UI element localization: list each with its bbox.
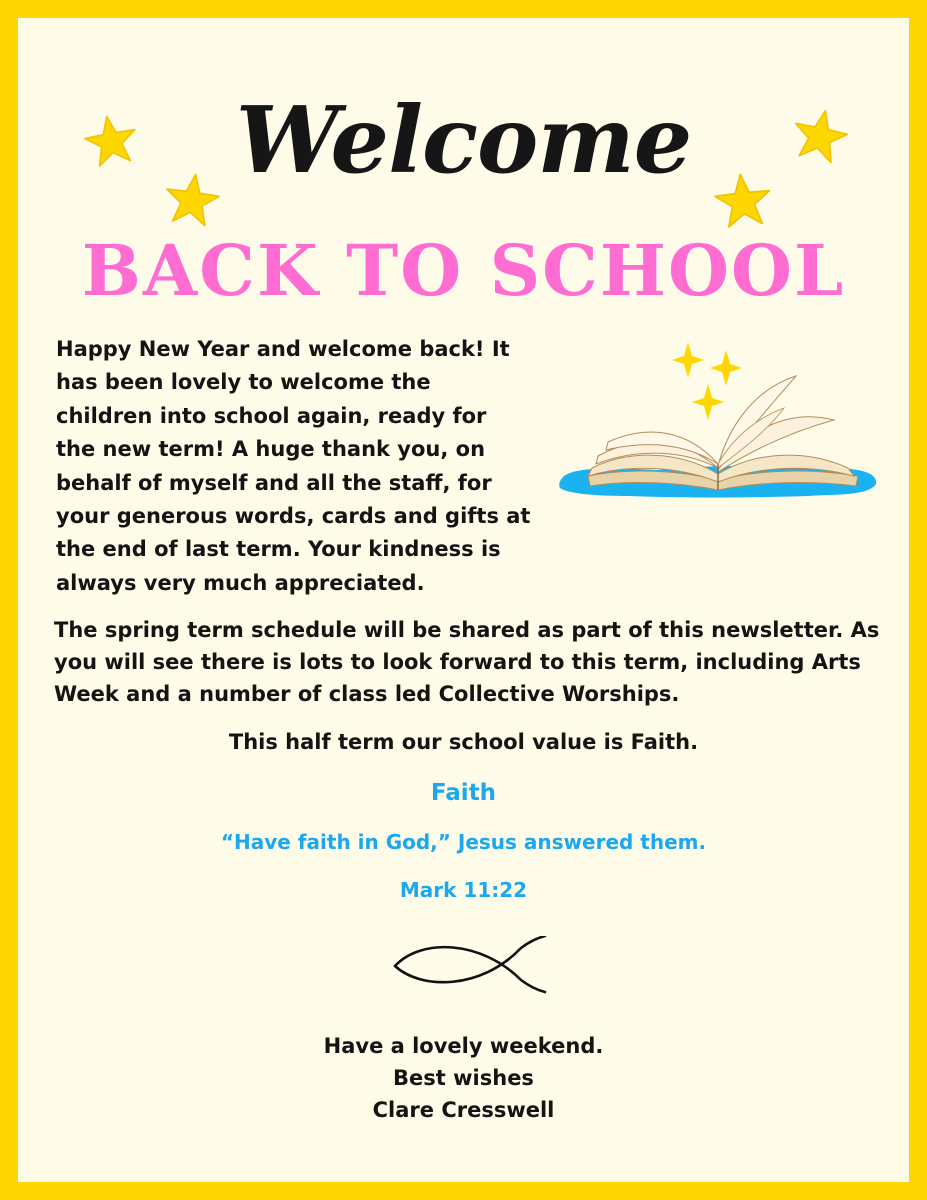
bible-reference: Mark 11:22 [399, 878, 528, 902]
sparkle-icon [672, 342, 742, 420]
school-value-heading: Faith [430, 780, 497, 806]
signoff [18, 1030, 909, 1126]
signoff-line: Have a lovely weekend. [323, 1034, 604, 1058]
school-value-statement: This half term our school value is Faith. [228, 730, 699, 754]
bible-quote: “Have faith in God,” Jesus answered them. [220, 830, 707, 854]
schedule-paragraph: The spring term schedule will be shared as part of this newsletter. As you will see there is lots to look forward to this term, including Arts Week and a number of class led Collective Worships. [54, 618, 880, 706]
intro-paragraph: Happy New Year and welcome back! It has been lovely to welcome the children into school again, ready for the new term! A huge thank you, on behalf of myself and all the staff, for your generous words, cards and gifts at the end of last term. Your kindness is always very much appreciated. [56, 337, 531, 595]
signoff-closing: Best wishes [393, 1066, 534, 1090]
signoff-name: Clare Cresswell [372, 1098, 555, 1122]
back-to-school-headline: BACK TO SCHOOL [81, 229, 846, 312]
welcome-title: Welcome [235, 86, 692, 194]
newsletter-page [18, 18, 909, 1182]
open-book-illustration [558, 338, 878, 508]
ichthys-fish-icon [391, 936, 547, 994]
